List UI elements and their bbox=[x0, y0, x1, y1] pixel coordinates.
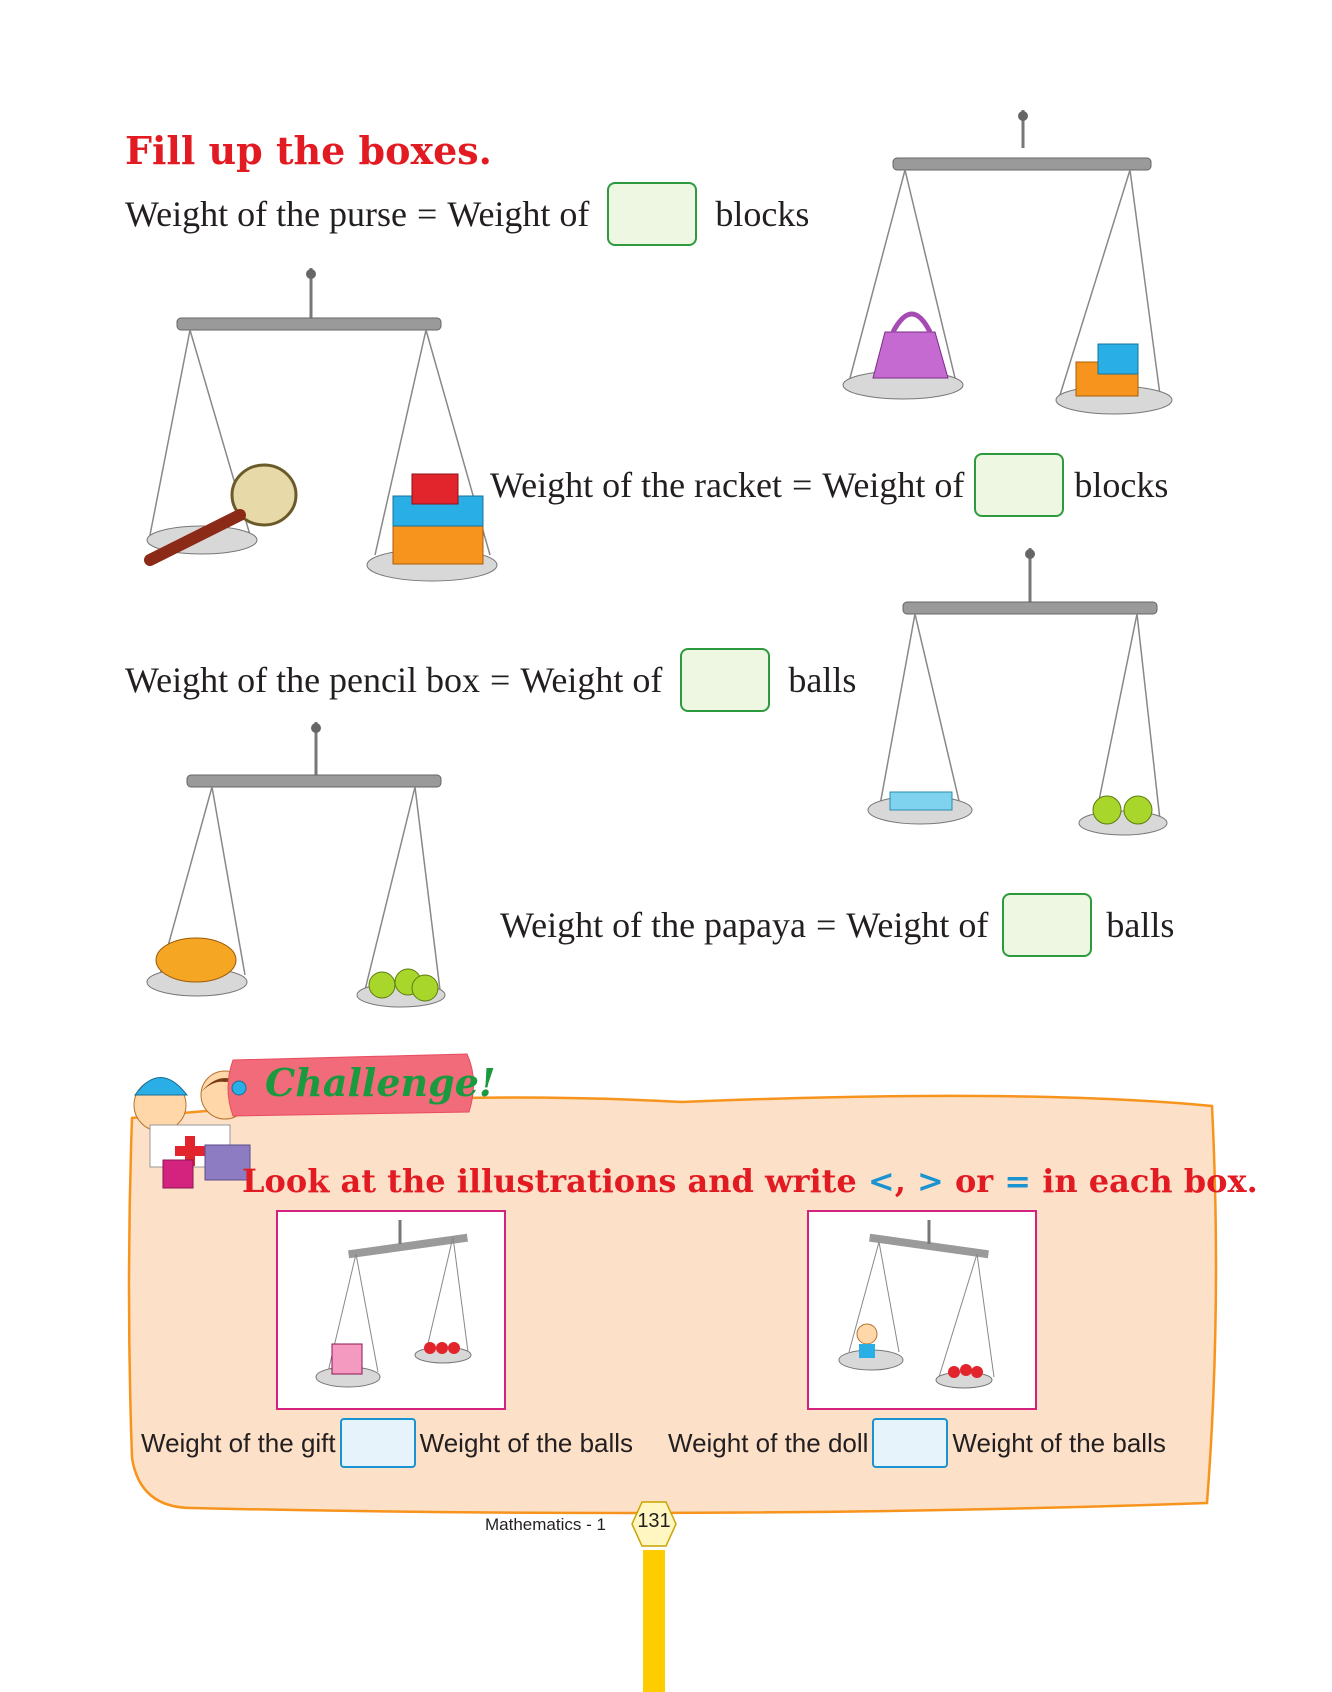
page-tab-strip bbox=[643, 1550, 665, 1692]
compare-right-text: Weight of the balls bbox=[952, 1427, 1166, 1458]
question-unit: blocks bbox=[1074, 465, 1169, 505]
question-unit: balls bbox=[1106, 905, 1175, 945]
equals-symbol: = bbox=[1004, 1162, 1032, 1200]
compare-left-text: Weight of the doll bbox=[668, 1427, 869, 1458]
question-mid-text: Weight of bbox=[520, 660, 663, 700]
equals-sign: = bbox=[815, 905, 837, 945]
papaya-balance-illustration bbox=[147, 722, 445, 1007]
less-than-symbol: < bbox=[867, 1162, 895, 1200]
challenge-title: Challenge! bbox=[265, 1060, 496, 1105]
challenge-instruction bbox=[242, 1162, 1258, 1200]
question-left-text: Weight of the purse bbox=[125, 194, 408, 234]
equals-sign: = bbox=[417, 194, 438, 234]
footer-book-title: Mathematics - 1 bbox=[485, 1515, 606, 1534]
purse-balance-illustration bbox=[843, 110, 1172, 414]
instruction-text-end: in each box. bbox=[1031, 1162, 1258, 1200]
question-left-text: Weight of the pencil box bbox=[125, 660, 481, 700]
compare-doll bbox=[668, 1418, 1166, 1468]
gift-balance-frame bbox=[276, 1210, 506, 1410]
compare-gift bbox=[141, 1418, 633, 1468]
question-mid-text: Weight of bbox=[846, 905, 989, 945]
question-mid-text: Weight of bbox=[822, 465, 965, 505]
compare-left-text: Weight of the gift bbox=[141, 1427, 336, 1458]
equals-sign: = bbox=[791, 465, 813, 505]
question-unit: blocks bbox=[715, 194, 810, 234]
instruction-text-start: Look at the illustrations and write bbox=[242, 1162, 868, 1200]
compare-box-gift[interactable] bbox=[340, 1418, 416, 1468]
question-left-text: Weight of the papaya bbox=[500, 905, 806, 945]
doll-balance-illustration bbox=[809, 1212, 1035, 1408]
instruction-comma: , bbox=[894, 1162, 906, 1200]
instruction-or: or bbox=[943, 1162, 1005, 1200]
question-unit: balls bbox=[788, 660, 857, 700]
question-mid-text: Weight of bbox=[447, 194, 590, 234]
compare-right-text: Weight of the balls bbox=[419, 1427, 634, 1458]
equals-sign: = bbox=[490, 660, 511, 700]
page-heading: Fill up the boxes. bbox=[125, 128, 492, 173]
compare-box-doll[interactable] bbox=[872, 1418, 948, 1468]
question-left-text: Weight of the racket bbox=[490, 465, 782, 505]
greater-than-symbol: > bbox=[916, 1162, 944, 1200]
racket-balance-illustration bbox=[147, 268, 497, 581]
doll-balance-frame bbox=[807, 1210, 1037, 1410]
pencil-box-balance-illustration bbox=[868, 548, 1167, 835]
page-number: 131 bbox=[637, 1510, 671, 1532]
gift-balance-illustration bbox=[278, 1212, 504, 1408]
